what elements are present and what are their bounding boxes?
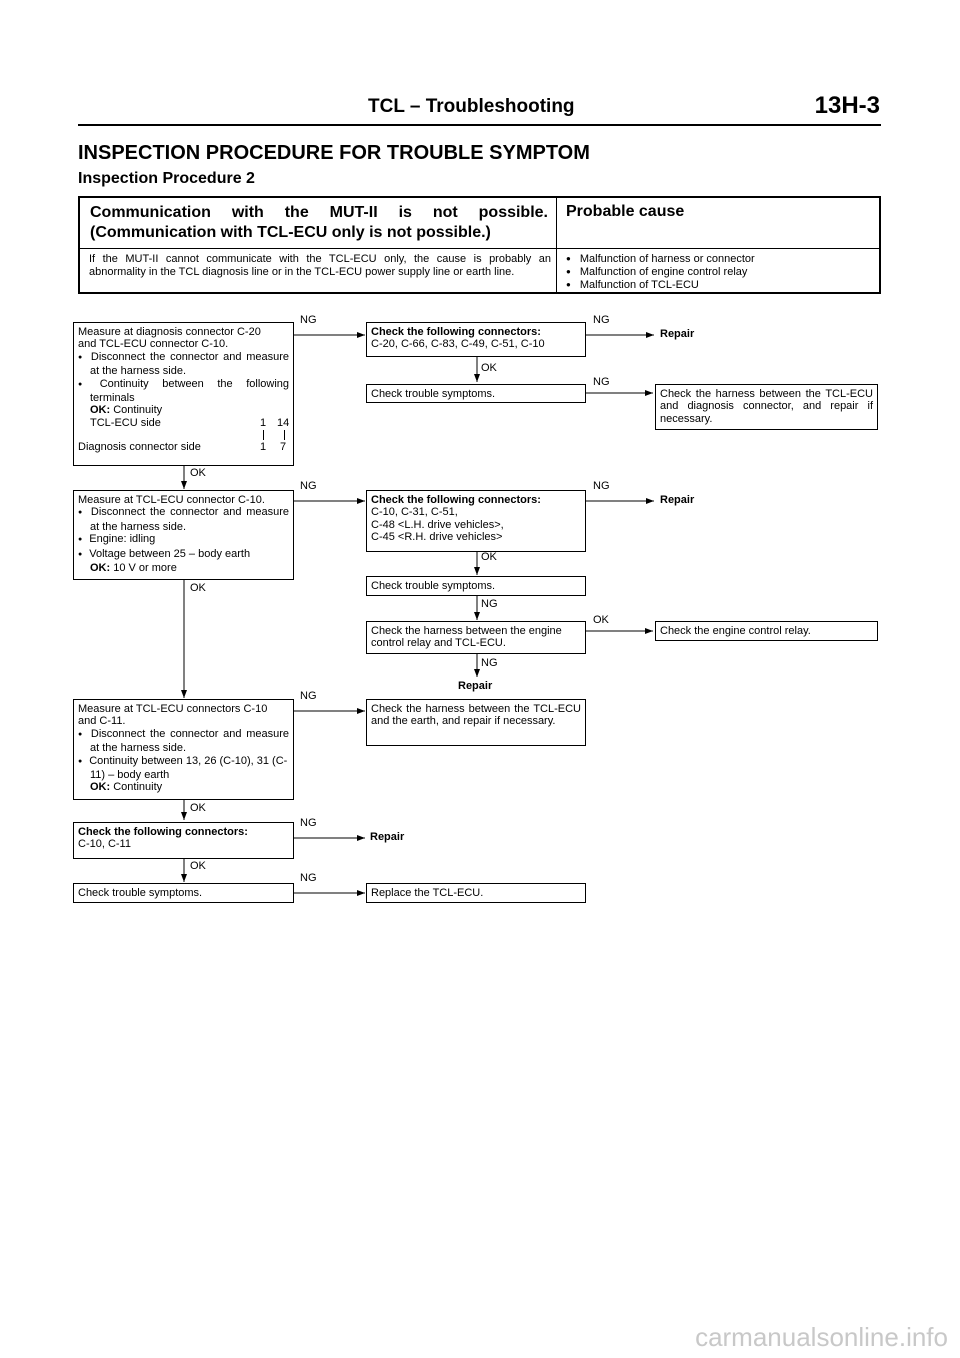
ok-value: 10 V or more xyxy=(113,562,177,575)
probable-cause-item: ● Malfunction of harness or connector xyxy=(566,253,755,266)
terminal-value: 14 xyxy=(277,416,290,429)
repair-label: Repair xyxy=(458,680,493,692)
step3-measure-box xyxy=(73,699,294,800)
step1-connectors-box xyxy=(366,322,586,357)
step2-bullet1: ● Disconnect the connector and measure at the harness side. xyxy=(78,506,289,533)
ng-label: NG xyxy=(593,314,610,326)
ok-label: OK xyxy=(190,467,206,479)
step1-bullet2: ● Continuity between the following terminals xyxy=(78,378,289,405)
replace-ecu-text: Replace the TCL-ECU. xyxy=(371,887,484,899)
step3-ok-line xyxy=(78,781,289,793)
ok-label: OK: xyxy=(90,781,111,794)
terminal-link xyxy=(263,430,264,440)
step3-bullet1: ● Disconnect the connector and measure at the harness side. xyxy=(78,728,289,755)
symptom-heading-line2: (Communication with TCL-ECU only is not possible.) xyxy=(90,224,491,241)
trouble-symptoms-text: Check trouble symptoms. xyxy=(371,388,496,400)
harness-check-text: Check the harness between the TCL-ECU and diagnosis connector, and repair if necessary. xyxy=(660,388,873,425)
subsection-title: Inspection Procedure 2 xyxy=(78,170,255,187)
step5-trouble-box xyxy=(73,883,294,903)
section-title: INSPECTION PROCEDURE FOR TROUBLE SYMPTOM xyxy=(78,142,590,164)
step2-bullet3: ● Voltage between 25 – body earth xyxy=(78,548,289,562)
watermark: carmanualsonline.info xyxy=(695,1322,948,1352)
symptom-description: If the MUT-II cannot communicate with the TCL-ECU only, the cause is probably an abnormality in the TCL diagnosis line or in the TCL-ECU power supply line or earth line. xyxy=(89,253,551,278)
symptom-heading-line1: Communication with the MUT-II is not possible. xyxy=(90,204,548,221)
trouble-symptoms-text: Check trouble symptoms. xyxy=(78,887,203,899)
connectors-line: C-45 <R.H. drive vehicles> xyxy=(371,531,503,544)
step3-bullet2: ● Continuity between 13, 26 (C-10), 31 (C-11) – body earth xyxy=(78,755,289,782)
step2-relay-box xyxy=(655,621,878,641)
repair-label: Repair xyxy=(660,494,695,506)
ok-label: OK xyxy=(190,582,206,594)
step4-connectors-box xyxy=(73,822,294,859)
step1-line1: Measure at diagnosis connector C-20 xyxy=(78,326,261,338)
ok-label: OK xyxy=(190,802,206,814)
step1-measure-box xyxy=(73,322,294,466)
ng-label: NG xyxy=(300,872,317,884)
relay-check-text: Check the engine control relay. xyxy=(660,625,811,637)
step2-ok-line xyxy=(78,562,289,574)
harness-earth-text: Check the harness between the TCL-ECU and the earth, and repair if necessary. xyxy=(371,703,581,728)
step2-bullet2: ● Engine: idling xyxy=(78,533,289,547)
terminal-row-label: TCL-ECU side xyxy=(90,416,161,429)
step1-terminal-row1 xyxy=(78,417,289,429)
step1-terminal-row2 xyxy=(78,441,289,453)
step5-replace-box xyxy=(366,883,586,903)
step1-line2: and TCL-ECU connector C-10. xyxy=(78,338,229,351)
ng-label: NG xyxy=(300,314,317,326)
page-header-title: TCL – Troubleshooting xyxy=(368,96,575,117)
step1-terminal-links xyxy=(78,429,289,441)
ok-value: Continuity xyxy=(113,781,163,794)
connectors-line: C-48 <L.H. drive vehicles>, xyxy=(371,518,504,531)
step3-harness-box xyxy=(366,699,586,746)
connectors-line: C-10, C-31, C-51, xyxy=(371,506,458,519)
terminal-value: 1 xyxy=(260,416,267,429)
step1-trouble-box xyxy=(366,384,586,403)
ng-label: NG xyxy=(593,376,610,388)
page-number: 13H-3 xyxy=(814,92,880,119)
ng-label: NG xyxy=(593,480,610,492)
ok-label: OK xyxy=(593,614,609,626)
ng-label: NG xyxy=(481,598,498,610)
ok-label: OK: xyxy=(90,404,111,417)
terminal-value: 1 xyxy=(260,440,267,453)
ng-label: NG xyxy=(300,480,317,492)
step1-bullet1: ● Disconnect the connector and measure at the harness side. xyxy=(78,351,289,378)
harness-check-text: Check the harness between the engine control relay and TCL-ECU. xyxy=(371,625,562,650)
step3-line1: Measure at TCL-ECU connectors C-10 xyxy=(78,703,268,715)
step2-line1: Measure at TCL-ECU connector C-10. xyxy=(78,494,265,506)
probable-cause-item: ● Malfunction of TCL-ECU xyxy=(566,279,755,292)
connectors-list: C-20, C-66, C-83, C-49, C-51, C-10 xyxy=(371,338,545,351)
step1-ok-line xyxy=(78,404,289,416)
ok-label: OK xyxy=(190,860,206,872)
ng-label: NG xyxy=(481,657,498,669)
step2-harness-box xyxy=(366,621,586,654)
repair-label: Repair xyxy=(660,328,695,340)
terminal-value: 7 xyxy=(280,440,287,453)
step1-harness-box xyxy=(655,384,878,430)
ok-label: OK xyxy=(481,551,497,563)
terminal-link xyxy=(284,430,285,440)
ok-label: OK: xyxy=(90,562,111,575)
step2-measure-box xyxy=(73,490,294,580)
ok-label: OK xyxy=(481,362,497,374)
step2-trouble-box xyxy=(366,576,586,596)
probable-cause-heading: Probable cause xyxy=(566,203,685,220)
connectors-title: Check the following connectors: xyxy=(78,826,248,838)
ok-value: Continuity xyxy=(113,404,163,417)
repair-label: Repair xyxy=(370,831,405,843)
step2-connectors-box xyxy=(366,490,586,552)
ng-label: NG xyxy=(300,817,317,829)
connectors-title: Check the following connectors: xyxy=(371,494,541,506)
connectors-title: Check the following connectors: xyxy=(371,326,541,338)
ng-label: NG xyxy=(300,690,317,702)
trouble-symptoms-text: Check trouble symptoms. xyxy=(371,580,496,592)
step3-line2: and C-11. xyxy=(78,715,126,728)
terminal-row-label: Diagnosis connector side xyxy=(78,440,201,453)
probable-cause-item: ● Malfunction of engine control relay xyxy=(566,266,755,279)
connectors-list: C-10, C-11 xyxy=(78,838,131,851)
